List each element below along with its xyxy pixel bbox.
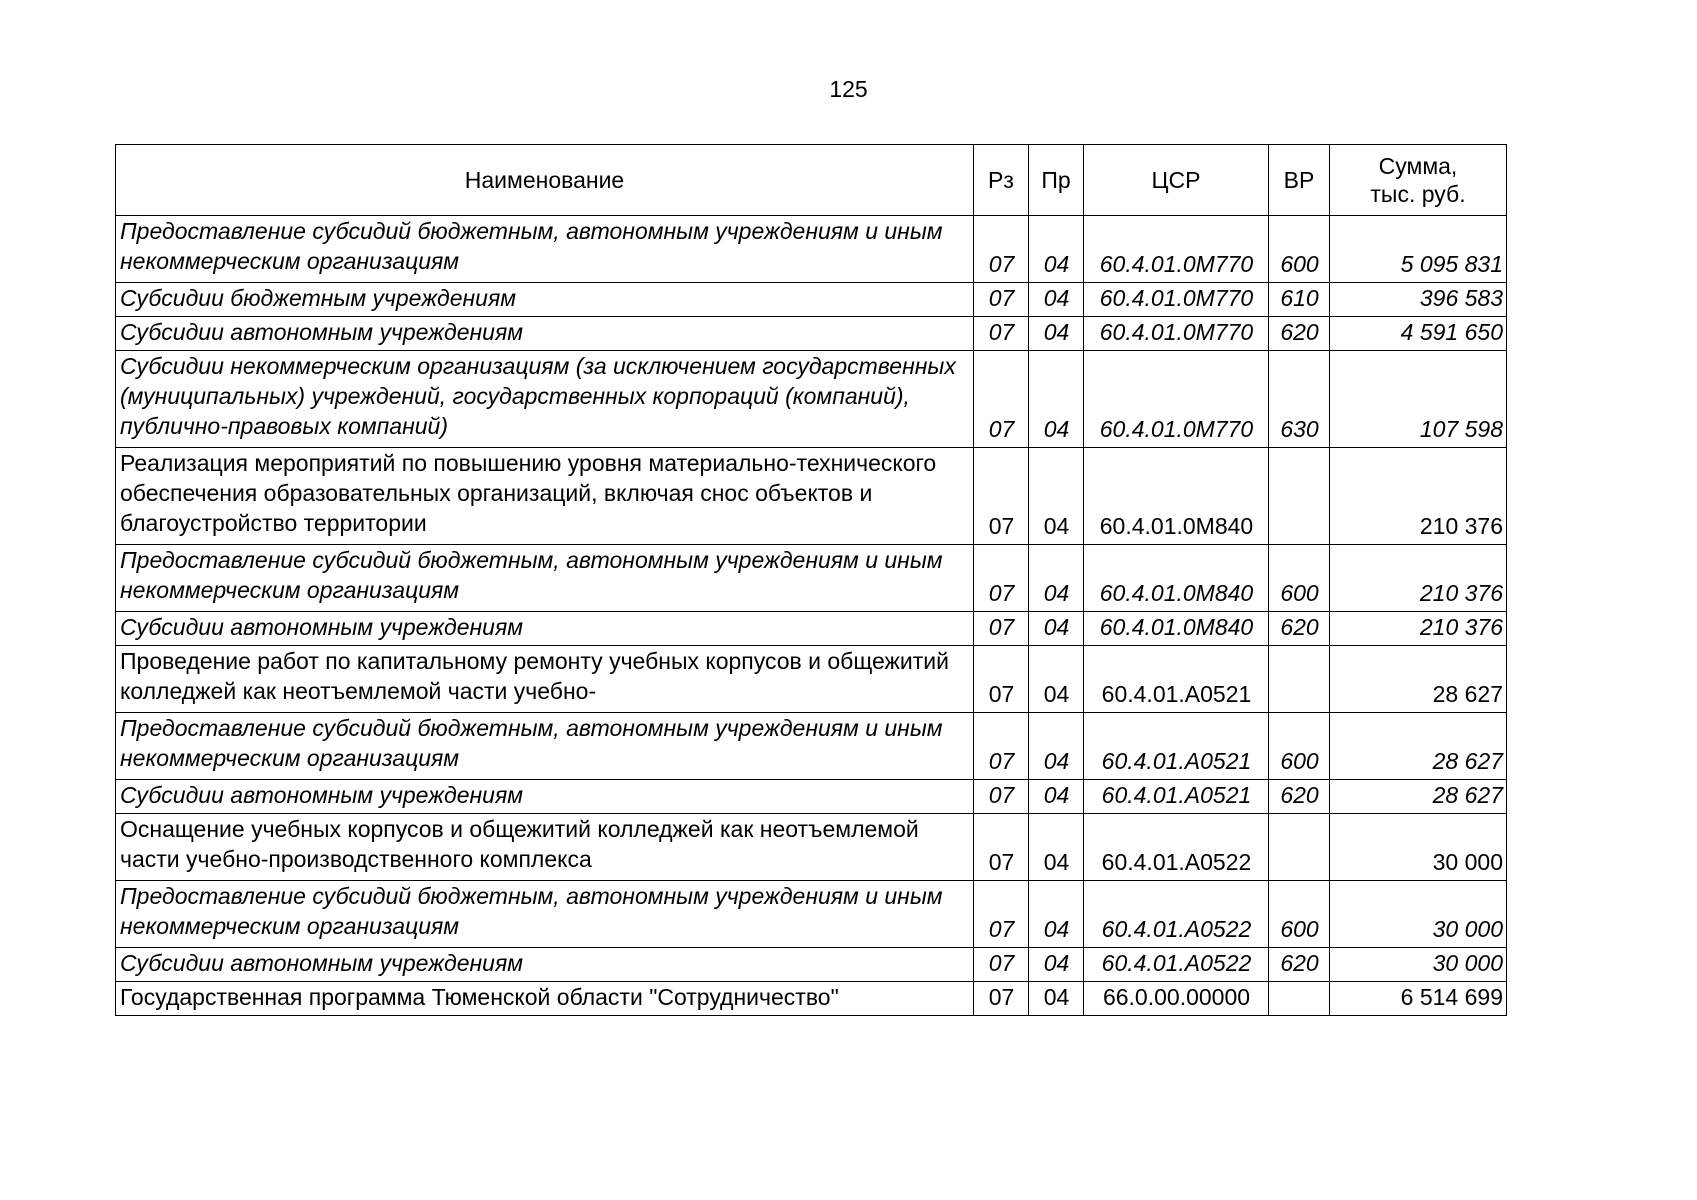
cell-pr: 04 [1029, 351, 1084, 448]
cell-name: Оснащение учебных корпусов и общежитий колледжей как неотъемлемой части учебно-производственного комплекса [116, 814, 974, 881]
cell-csr: 60.4.01.0М770 [1084, 351, 1269, 448]
cell-pr: 04 [1029, 545, 1084, 612]
table-body [116, 216, 1507, 1016]
cell-name: Реализация мероприятий по повышению уровня материально-технического обеспечения образовательных организаций, включая снос объектов и благоустройство территории [116, 448, 974, 545]
cell-rz: 07 [974, 713, 1029, 780]
cell-vr: 620 [1269, 948, 1330, 982]
cell-name: Проведение работ по капитальному ремонту учебных корпусов и общежитий колледжей как неотъемлемой части учебно- [116, 646, 974, 713]
cell-vr: 620 [1269, 317, 1330, 351]
cell-name: Предоставление субсидий бюджетным, автономным учреждениям и иным некоммерческим организациям [116, 881, 974, 948]
cell-pr: 04 [1029, 612, 1084, 646]
cell-sum: 30 000 [1330, 881, 1507, 948]
table-row [116, 948, 1507, 982]
header-sum-line2: тыс. руб. [1370, 181, 1466, 207]
cell-csr: 60.4.01.0М770 [1084, 216, 1269, 283]
cell-pr: 04 [1029, 646, 1084, 713]
cell-rz: 07 [974, 948, 1029, 982]
cell-csr: 60.4.01.А0521 [1084, 780, 1269, 814]
cell-csr: 60.4.01.0М840 [1084, 448, 1269, 545]
cell-vr: 620 [1269, 780, 1330, 814]
cell-sum: 210 376 [1330, 612, 1507, 646]
header-name: Наименование [116, 145, 974, 216]
cell-vr: 600 [1269, 216, 1330, 283]
cell-rz: 07 [974, 545, 1029, 612]
cell-vr: 600 [1269, 545, 1330, 612]
cell-pr: 04 [1029, 713, 1084, 780]
table-row [116, 448, 1507, 545]
cell-pr: 04 [1029, 448, 1084, 545]
table-row [116, 982, 1507, 1016]
cell-pr: 04 [1029, 881, 1084, 948]
table-row [116, 612, 1507, 646]
cell-csr: 60.4.01.А0521 [1084, 713, 1269, 780]
cell-vr: 600 [1269, 713, 1330, 780]
cell-pr: 04 [1029, 814, 1084, 881]
cell-sum: 396 583 [1330, 283, 1507, 317]
cell-sum: 210 376 [1330, 545, 1507, 612]
cell-name: Предоставление субсидий бюджетным, автономным учреждениям и иным некоммерческим организациям [116, 545, 974, 612]
cell-rz: 07 [974, 216, 1029, 283]
cell-csr: 60.4.01.0М840 [1084, 545, 1269, 612]
header-vr: ВР [1269, 145, 1330, 216]
header-rz: Рз [974, 145, 1029, 216]
cell-sum: 28 627 [1330, 780, 1507, 814]
cell-vr: 600 [1269, 881, 1330, 948]
cell-vr [1269, 982, 1330, 1016]
cell-vr: 610 [1269, 283, 1330, 317]
cell-csr: 60.4.01.А0521 [1084, 646, 1269, 713]
cell-pr: 04 [1029, 982, 1084, 1016]
cell-sum: 28 627 [1330, 713, 1507, 780]
cell-name: Предоставление субсидий бюджетным, автономным учреждениям и иным некоммерческим организациям [116, 713, 974, 780]
cell-pr: 04 [1029, 216, 1084, 283]
cell-csr: 60.4.01.А0522 [1084, 948, 1269, 982]
cell-vr [1269, 448, 1330, 545]
table-row [116, 814, 1507, 881]
cell-csr: 60.4.01.0М770 [1084, 317, 1269, 351]
header-pr: Пр [1029, 145, 1084, 216]
table-row [116, 317, 1507, 351]
table-row [116, 545, 1507, 612]
page-number: 125 [829, 76, 868, 102]
cell-sum: 107 598 [1330, 351, 1507, 448]
cell-rz: 07 [974, 780, 1029, 814]
cell-csr: 60.4.01.0М840 [1084, 612, 1269, 646]
cell-pr: 04 [1029, 317, 1084, 351]
cell-rz: 07 [974, 283, 1029, 317]
table-row [116, 646, 1507, 713]
cell-pr: 04 [1029, 780, 1084, 814]
cell-sum: 6 514 699 [1330, 982, 1507, 1016]
cell-csr: 60.4.01.А0522 [1084, 881, 1269, 948]
header-sum [1330, 145, 1507, 216]
header-sum-line1: Сумма, [1378, 153, 1458, 179]
table-row [116, 283, 1507, 317]
header-csr: ЦСР [1084, 145, 1269, 216]
table-header [116, 145, 1507, 216]
cell-name: Предоставление субсидий бюджетным, автономным учреждениям и иным некоммерческим организациям [116, 216, 974, 283]
cell-csr: 60.4.01.0М770 [1084, 283, 1269, 317]
cell-sum: 5 095 831 [1330, 216, 1507, 283]
cell-name: Субсидии автономным учреждениям [116, 948, 974, 982]
cell-name: Субсидии бюджетным учреждениям [116, 283, 974, 317]
budget-table [115, 144, 1507, 1016]
cell-csr: 66.0.00.00000 [1084, 982, 1269, 1016]
cell-sum: 28 627 [1330, 646, 1507, 713]
cell-rz: 07 [974, 612, 1029, 646]
cell-sum: 30 000 [1330, 948, 1507, 982]
cell-rz: 07 [974, 982, 1029, 1016]
cell-rz: 07 [974, 448, 1029, 545]
cell-sum: 4 591 650 [1330, 317, 1507, 351]
cell-rz: 07 [974, 317, 1029, 351]
cell-rz: 07 [974, 881, 1029, 948]
table-row [116, 216, 1507, 283]
table-row [116, 881, 1507, 948]
cell-name: Субсидии автономным учреждениям [116, 317, 974, 351]
cell-rz: 07 [974, 351, 1029, 448]
cell-name: Субсидии автономным учреждениям [116, 780, 974, 814]
cell-pr: 04 [1029, 283, 1084, 317]
cell-name: Государственная программа Тюменской области "Сотрудничество" [116, 982, 974, 1016]
cell-name: Субсидии некоммерческим организациям (за исключением государственных (муниципальных) учреждений, государственных корпораций (компаний), публично-правовых компаний) [116, 351, 974, 448]
cell-pr: 04 [1029, 948, 1084, 982]
table-row [116, 780, 1507, 814]
table-row [116, 713, 1507, 780]
cell-vr [1269, 814, 1330, 881]
cell-vr: 620 [1269, 612, 1330, 646]
cell-name: Субсидии автономным учреждениям [116, 612, 974, 646]
cell-csr: 60.4.01.А0522 [1084, 814, 1269, 881]
cell-sum: 30 000 [1330, 814, 1507, 881]
cell-vr [1269, 646, 1330, 713]
cell-rz: 07 [974, 646, 1029, 713]
cell-sum: 210 376 [1330, 448, 1507, 545]
table-row [116, 351, 1507, 448]
cell-rz: 07 [974, 814, 1029, 881]
cell-vr: 630 [1269, 351, 1330, 448]
